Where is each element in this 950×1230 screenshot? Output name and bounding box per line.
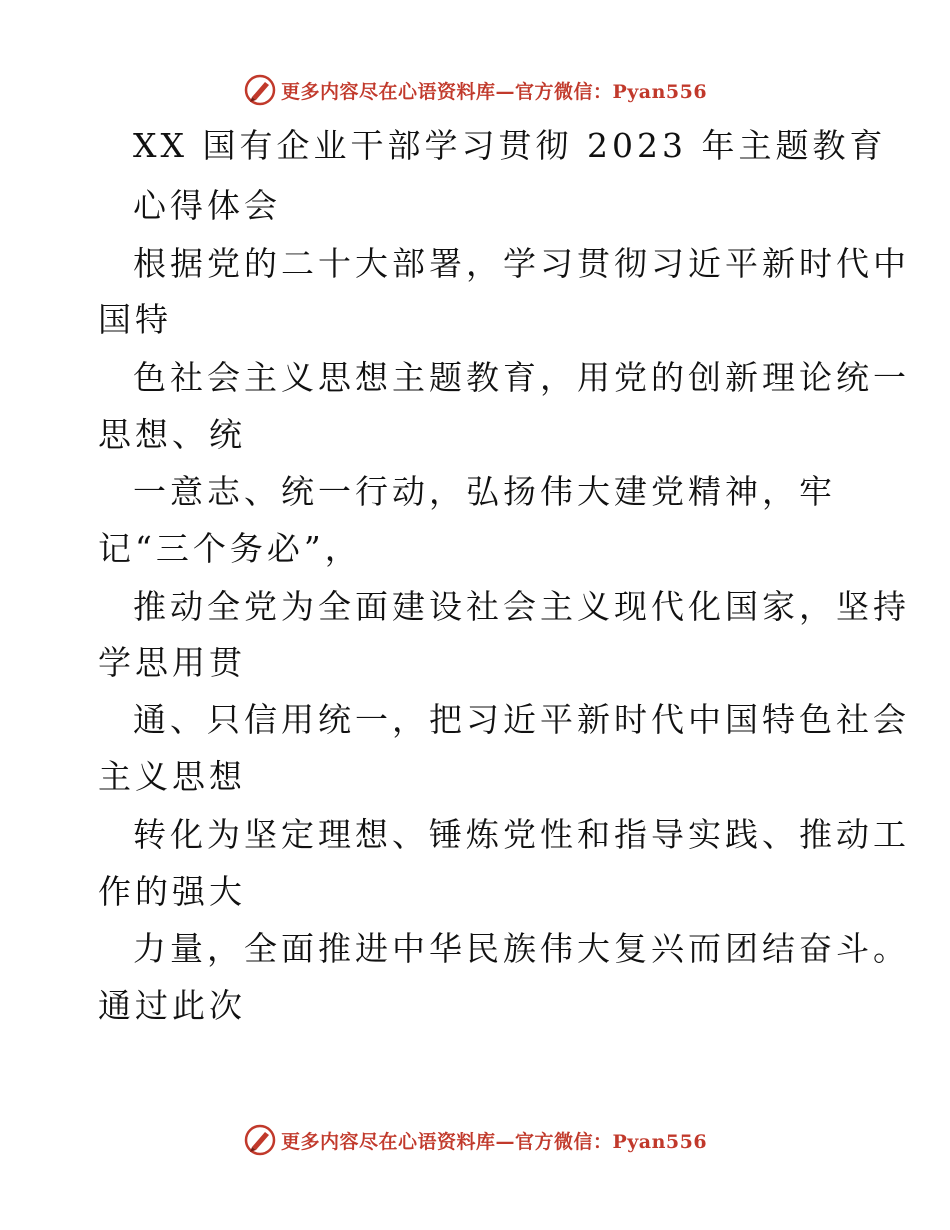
paragraph-line: 记“三个务必”， bbox=[98, 529, 362, 568]
paragraph-line: 国特 bbox=[98, 300, 172, 339]
paragraph-line: 推动全党为全面建设社会主义现代化国家，坚持 bbox=[133, 587, 910, 626]
document-title-line-1: XX 国有企业干部学习贯彻 2023 年主题教育 bbox=[133, 126, 887, 165]
paragraph-line: 一意志、统一行动，弘扬伟大建党精神，牢 bbox=[133, 472, 836, 511]
header-banner-text: 更多内容尽在心语资料库—官方微信：Pyan556 bbox=[280, 80, 708, 103]
paragraph-line: 通过此次 bbox=[98, 986, 246, 1025]
footer-banner bbox=[0, 1120, 950, 1160]
paragraph-line: 通、只信用统一，把习近平新时代中国特色社会 bbox=[133, 700, 910, 739]
header-banner bbox=[0, 70, 950, 110]
paragraph-line: 转化为坚定理想、锤炼党性和指导实践、推动工 bbox=[133, 815, 910, 854]
paragraph-line: 主义思想 bbox=[98, 757, 246, 796]
paragraph-line: 思想、统 bbox=[98, 415, 246, 454]
paragraph-line: 力量，全面推进中华民族伟大复兴而团结奋斗。 bbox=[133, 929, 910, 968]
document-title-line-2: 心得体会 bbox=[133, 186, 281, 225]
paragraph-line: 学思用贯 bbox=[98, 643, 246, 682]
paragraph-line: 色社会主义思想主题教育，用党的创新理论统一 bbox=[133, 358, 910, 397]
footer-banner-text: 更多内容尽在心语资料库—官方微信：Pyan556 bbox=[280, 1130, 708, 1153]
paragraph-line: 作的强大 bbox=[98, 872, 246, 911]
paragraph-line: 根据党的二十大部署，学习贯彻习近平新时代中 bbox=[133, 244, 910, 283]
pen-logo-icon bbox=[243, 73, 277, 107]
pen-logo-icon bbox=[243, 1123, 277, 1157]
